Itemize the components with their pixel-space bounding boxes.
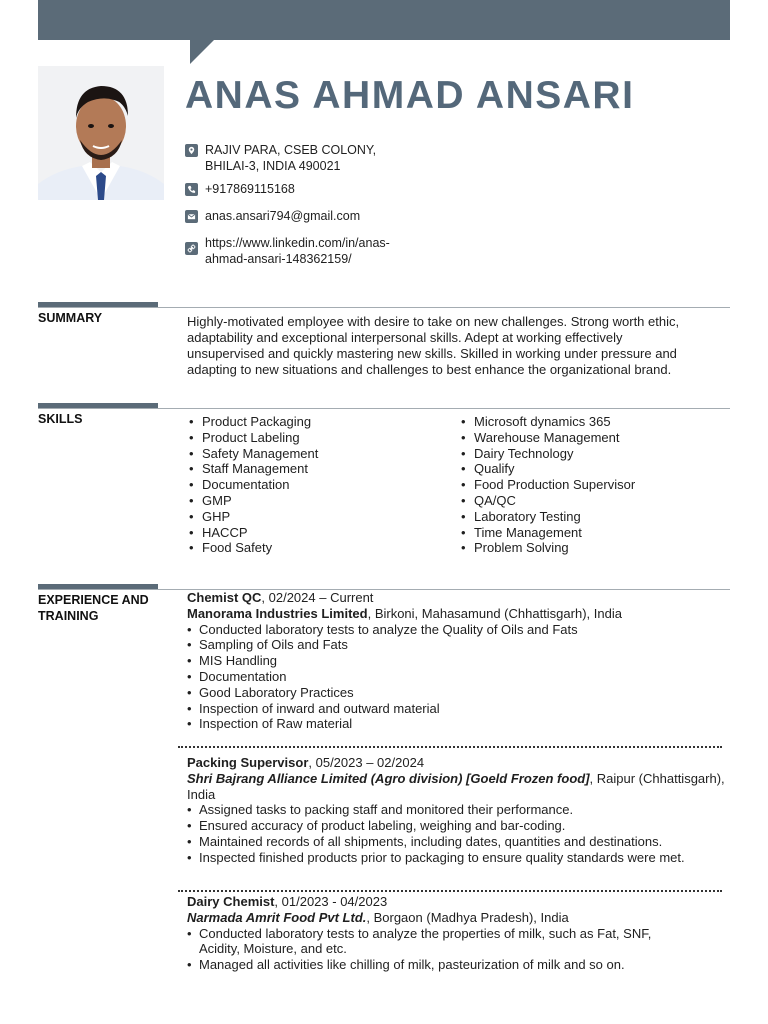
job-bullet: • Inspection of Raw material: [187, 716, 730, 732]
job-dates: , 05/2023 – 02/2024: [308, 755, 425, 770]
job-company: Narmada Amrit Food Pvt Ltd.: [187, 909, 367, 925]
skill-item: • Time Management: [459, 525, 635, 541]
skill-item: • Qualify: [459, 461, 635, 477]
job-bullets: [187, 926, 730, 973]
skill-item: • Staff Management: [187, 461, 318, 477]
skill-item: • Warehouse Management: [459, 430, 635, 446]
contact-email: [185, 208, 445, 224]
job-bullets: [187, 622, 730, 733]
job-location: , Raipur (Chhattisgarh),: [589, 770, 725, 786]
job-company: Manorama Industries Limited: [187, 605, 368, 621]
job-location: , Birkoni, Mahasamund (Chhattisgarh), India: [367, 605, 622, 621]
linkedin-url-line-2[interactable]: ahmad-ansari-148362159/: [205, 252, 352, 266]
job-bullet: • MIS Handling: [187, 653, 730, 669]
job-bullet: • Assigned tasks to packing staff and monitored their performance.: [187, 802, 730, 818]
summary-section-rule: [38, 307, 730, 308]
skill-item: • Problem Solving: [459, 540, 635, 556]
job-bullet: • Managed all activities like chilling of milk, pasteurization of milk and so on.: [187, 957, 730, 973]
job-entry-chemist-qc: [187, 590, 730, 732]
skill-item: • QA/QC: [459, 493, 635, 509]
job-company-line: [187, 771, 730, 787]
skill-item: • Food Production Supervisor: [459, 477, 635, 493]
skill-item: • Laboratory Testing: [459, 509, 635, 525]
job-dates: , 01/2023 - 04/2023: [274, 894, 388, 909]
header-band-notch: [190, 40, 214, 64]
skill-item: • Food Safety: [187, 540, 318, 556]
job-title: Packing Supervisor: [187, 755, 309, 770]
header-band: [38, 0, 730, 40]
summary-line: adaptability and exceptional interpersonal skills. Adept at working effectively: [187, 330, 623, 345]
job-company: Shri Bajrang Alliance Limited (Agro division) [Goeld Frozen food]: [187, 770, 590, 786]
job-title-line: [187, 590, 730, 606]
summary-line: Highly-motivated employee with desire to take on new challenges. Strong worth ethic,: [187, 314, 680, 329]
skill-item: • Safety Management: [187, 446, 318, 462]
link-icon: [185, 242, 198, 255]
skill-item: • HACCP: [187, 525, 318, 541]
experience-heading: EXPERIENCE AND TRAINING: [38, 593, 149, 623]
skill-item: • GHP: [187, 509, 318, 525]
linkedin-url-line-1[interactable]: https://www.linkedin.com/in/anas-: [205, 236, 390, 250]
skill-item: • GMP: [187, 493, 318, 509]
email-address[interactable]: anas.ansari794@gmail.com: [205, 209, 361, 223]
phone-number[interactable]: +917869115168: [205, 182, 295, 196]
summary-line: unsupervised and quickly mastering new skills. Skilled in working under pressure and: [187, 346, 677, 361]
summary-line: adapting to new situations and challenges to best enhance the organizational brand.: [187, 362, 672, 377]
job-bullet: • Good Laboratory Practices: [187, 685, 730, 701]
skill-item: • Documentation: [187, 477, 318, 493]
job-location-line-2: India: [187, 786, 216, 802]
job-bullet: • Inspected finished products prior to packaging to ensure quality standards were met.: [187, 850, 730, 866]
job-dates: , 02/2024 – Current: [261, 590, 374, 605]
summary-heading: SUMMARY: [38, 311, 103, 325]
job-bullet: • Conducted laboratory tests to analyze the Quality of Oils and Fats: [187, 622, 730, 638]
summary-text: [187, 314, 727, 378]
job-bullet: • Inspection of inward and outward material: [187, 701, 730, 717]
address-line-2: BHILAI-3, INDIA 490021: [205, 159, 341, 173]
skills-heading: SKILLS: [38, 412, 83, 426]
job-entry-dairy-chemist: [187, 894, 730, 973]
location-icon: [185, 144, 198, 157]
job-bullet: • Conducted laboratory tests to analyze the properties of milk, such as Fat, SNF, Acidity, Moisture, and etc.: [187, 926, 687, 958]
job-title-line: [187, 755, 730, 771]
email-icon: [185, 210, 198, 223]
job-separator: [178, 890, 722, 892]
skill-item: • Product Packaging: [187, 414, 318, 430]
skill-item: • Microsoft dynamics 365: [459, 414, 635, 430]
skill-item: • Product Labeling: [187, 430, 318, 446]
skills-list-left: [187, 414, 318, 556]
phone-icon: [185, 183, 198, 196]
contact-linkedin: [185, 235, 445, 267]
job-separator: [178, 746, 722, 748]
job-location: , Borgaon (Madhya Pradesh), India: [366, 909, 569, 925]
job-bullet: • Sampling of Oils and Fats: [187, 637, 730, 653]
job-company-line: [187, 606, 730, 622]
job-bullet: • Documentation: [187, 669, 730, 685]
job-bullet: • Ensured accuracy of product labeling, weighing and bar-coding.: [187, 818, 730, 834]
job-entry-packing-supervisor: [187, 755, 730, 866]
profile-photo: [38, 66, 164, 200]
job-title-line: [187, 894, 730, 910]
job-title: Chemist QC: [187, 590, 262, 605]
skills-section-rule: [38, 408, 730, 409]
address-line-1: RAJIV PARA, CSEB COLONY,: [205, 143, 377, 157]
contact-phone: [185, 181, 445, 197]
contact-address: [185, 142, 445, 174]
job-company-line: [187, 910, 730, 926]
job-bullet: • Maintained records of all shipments, including dates, quantities and destinations.: [187, 834, 730, 850]
skills-list-right: [459, 414, 635, 556]
skill-item: • Dairy Technology: [459, 446, 635, 462]
job-bullets: [187, 802, 730, 865]
job-title: Dairy Chemist: [187, 894, 275, 909]
candidate-name: ANAS AHMAD ANSARI: [185, 74, 635, 117]
